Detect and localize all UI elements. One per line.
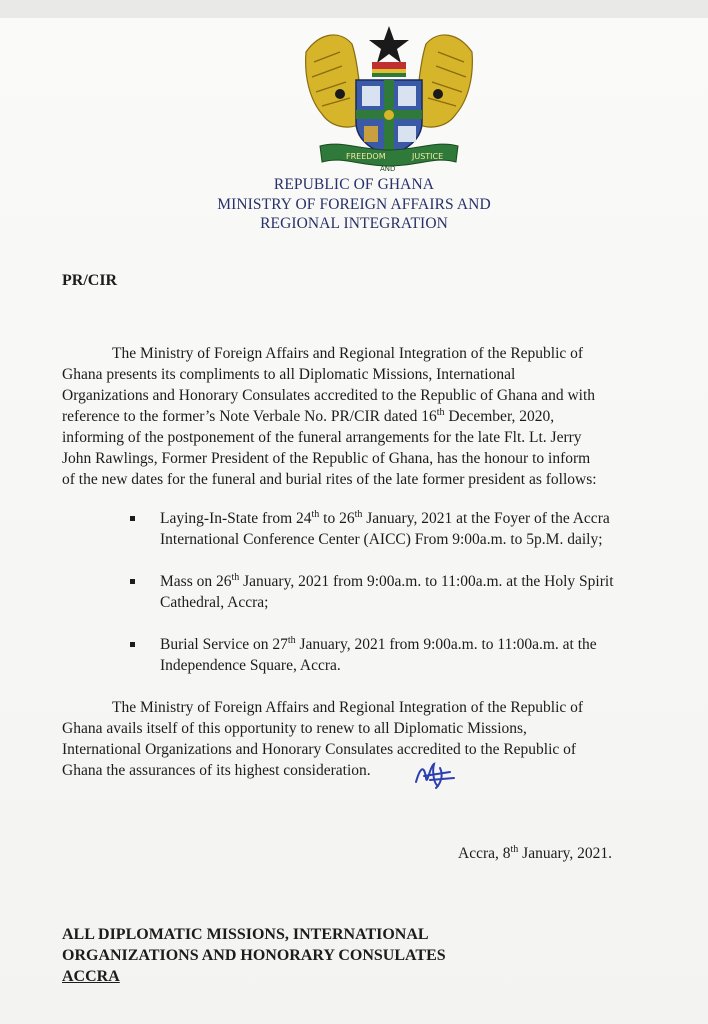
date-sup: th <box>510 843 519 855</box>
intro-line-4-sup: th <box>436 406 445 418</box>
closing-line-2: Ghana avails itself of this opportunity to renew to all Diplomatic Missions, <box>62 720 527 737</box>
motto-justice: JUSTICE <box>412 152 444 161</box>
header-ministry-line1: MINISTRY OF FOREIGN AFFAIRS AND <box>217 196 491 213</box>
list-item-part: International Conference Center (AICC) From 9:00a.m. to 5p.M. daily; <box>160 531 603 548</box>
list-item-sup: th <box>287 634 296 646</box>
document-date <box>458 845 612 863</box>
list-item-sup: th <box>231 571 240 583</box>
list-item-sup: th <box>354 508 363 520</box>
header-ministry-line2: REGIONAL INTEGRATION <box>260 215 448 232</box>
intro-line-2: Ghana presents its compliments to all Diplomatic Missions, International <box>62 366 516 383</box>
list-item-part: Burial Service on 27 <box>160 636 288 653</box>
list-item-part: January, 2021 at the Foyer of the Accra <box>362 510 610 527</box>
header-country: REPUBLIC OF GHANA <box>273 176 435 193</box>
bullet-icon <box>130 642 135 647</box>
list-item-text <box>160 571 685 613</box>
date-tail: January, 2021. <box>518 845 612 862</box>
intro-line-7: of the new dates for the funeral and burial rites of the late former president as follows: <box>62 471 597 488</box>
intro-line-1: The Ministry of Foreign Affairs and Regional Integration of the Republic of <box>112 345 584 362</box>
date-text: Accra, 8 <box>458 845 511 862</box>
list-item-part: Cathedral, Accra; <box>160 594 269 611</box>
intro-line-4-text: reference to the former’s Note Verbale No. PR/CIR dated 16 <box>62 408 437 425</box>
list-item-sup: th <box>311 508 320 520</box>
addressee-city: ACCRA <box>62 968 120 985</box>
list-item-text <box>160 634 685 676</box>
list-item-part: January, 2021 from 9:00a.m. to 11:00a.m. at the Holy Spirit <box>239 573 614 590</box>
list-item-part: January, 2021 from 9:00a.m. to 11:00a.m. at the <box>295 636 597 653</box>
bullet-icon <box>130 579 135 584</box>
intro-line-5: informing of the postponement of the funeral arrangements for the late Flt. Lt. Jerry <box>62 429 582 446</box>
signature-initials-icon <box>410 758 456 792</box>
closing-line-3: International Organizations and Honorary Consulates accredited to the Republic of <box>62 741 577 758</box>
motto-freedom: FREEDOM <box>346 152 386 161</box>
bullet-icon <box>130 516 135 521</box>
intro-line-6: John Rawlings, Former President of the Republic of Ghana, has the honour to inform <box>62 450 591 467</box>
coat-of-arms-icon <box>300 22 478 172</box>
motto-and: AND <box>380 165 396 172</box>
closing-line-4: Ghana the assurances of its highest consideration. <box>62 762 371 779</box>
list-item-part: Independence Square, Accra. <box>160 657 341 674</box>
reference-number: PR/CIR <box>62 272 118 289</box>
list-item-part: to 26 <box>319 510 355 527</box>
addressee-line-1: ALL DIPLOMATIC MISSIONS, INTERNATIONAL <box>62 926 429 943</box>
list-item-part: Mass on 26 <box>160 573 232 590</box>
intro-line-4-tail: December, 2020, <box>444 408 555 425</box>
addressee-line-2: ORGANIZATIONS AND HONORARY CONSULATES <box>62 947 446 964</box>
intro-line-4 <box>62 406 680 427</box>
list-item-part: Laying-In-State from 24 <box>160 510 312 527</box>
scan-edge <box>0 0 708 18</box>
list-item-text <box>160 508 685 550</box>
closing-line-1: The Ministry of Foreign Affairs and Regional Integration of the Republic of <box>112 699 584 716</box>
intro-line-3: Organizations and Honorary Consulates accredited to the Republic of Ghana and with <box>62 387 596 404</box>
addressee-block <box>62 924 446 987</box>
